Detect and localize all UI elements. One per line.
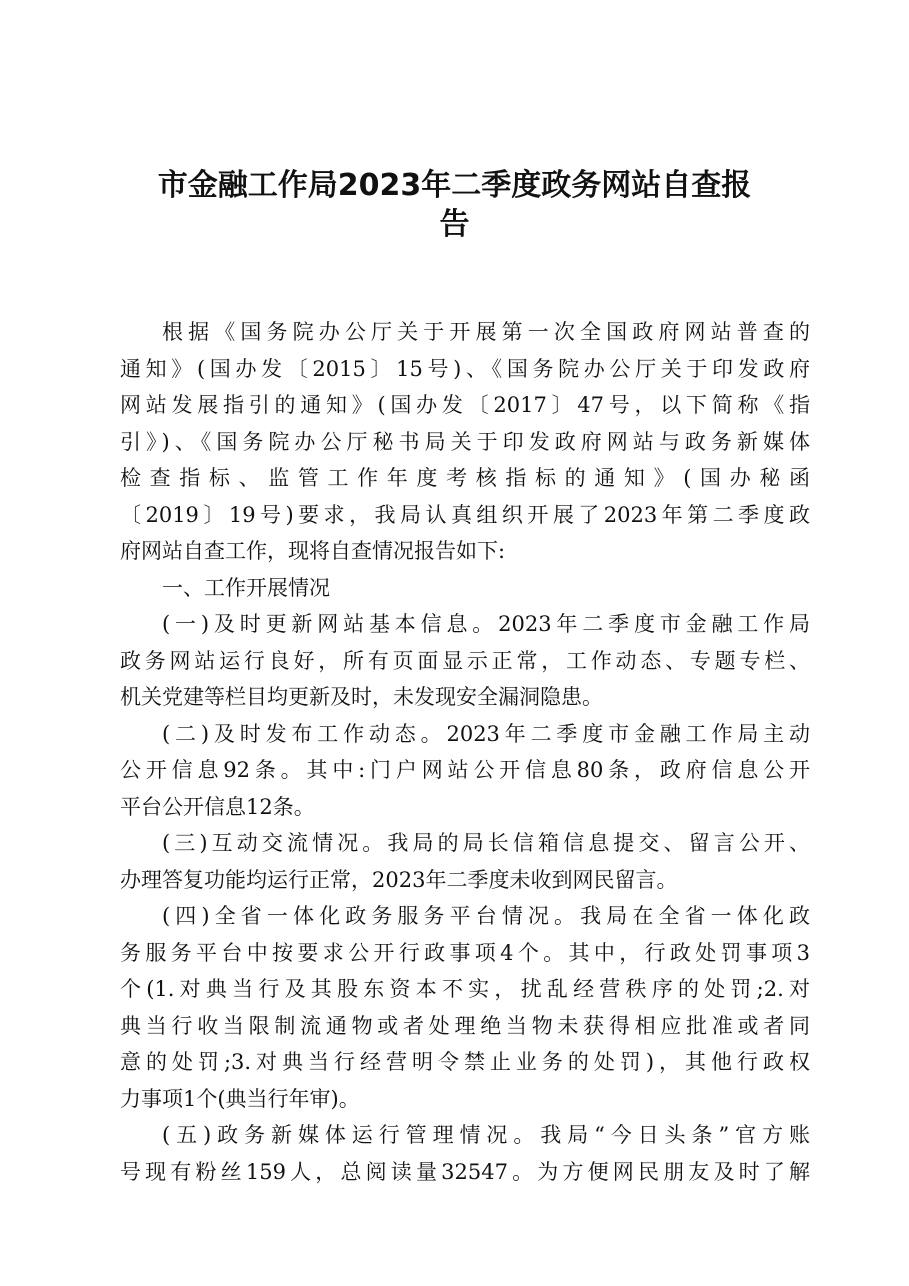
paragraph-line: 务服务平台中按要求公开行政事项4个。其中，行政处罚事项3 <box>120 940 810 965</box>
paragraph-line: (三)互动交流情况。我局的局长信箱信息提交、留言公开、 <box>162 831 810 855</box>
document-title-line-2: 告 <box>439 207 470 242</box>
section-heading: 一、工作开展情况 <box>162 575 330 600</box>
paragraph-line: 通知》(国办发〔2015〕15号)、《国务院办公厅关于印发政府 <box>120 356 810 381</box>
document-body <box>120 314 810 1190</box>
paragraph-line: 公开信息92条。其中:门户网站公开信息80条，政府信息公开 <box>120 758 810 782</box>
paragraph-line: 号现有粉丝159人，总阅读量32547。为方便网民朋友及时了解 <box>120 1159 810 1184</box>
paragraph-line: 根据《国务院办公厅关于开展第一次全国政府网站普查的 <box>162 320 810 344</box>
paragraph-line: 〔2019〕19号)要求，我局认真组织开展了2023年第二季度政 <box>120 502 810 527</box>
paragraph-line: 检查指标、监管工作年度考核指标的通知》(国办秘函 <box>120 466 810 490</box>
paragraph-line: (二)及时发布工作动态。2023年二季度市金融工作局主动 <box>162 721 810 746</box>
paragraph-line: 引》)、《国务院办公厅秘书局关于印发政府网站与政务新媒体 <box>120 429 810 454</box>
paragraph-line: 个(1.对典当行及其股东资本不实，扰乱经营秩序的处罚;2.对 <box>120 977 810 1001</box>
paragraph-line: 力事项1个(典当行年审)。 <box>120 1086 360 1111</box>
paragraph-line: 府网站自查工作，现将自查情况报告如下: <box>120 539 506 563</box>
paragraph-line: 办理答复功能均运行正常，2023年二季度未收到网民留言。 <box>120 867 678 892</box>
paragraph-line: 平台公开信息12条。 <box>120 794 315 819</box>
paragraph-line: 网站发展指引的通知》(国办发〔2017〕47号，以下简称《指 <box>120 393 810 417</box>
paragraph-line: 典当行收当限制流通物或者处理绝当物未获得相应批准或者同 <box>120 1013 810 1038</box>
paragraph-line: 意的处罚;3.对典当行经营明令禁止业务的处罚)，其他行政权 <box>120 1050 810 1074</box>
paragraph-line: (一)及时更新网站基本信息。2023年二季度市金融工作局 <box>162 612 810 636</box>
paragraph-line: (四)全省一体化政务服务平台情况。我局在全省一体化政 <box>162 904 810 928</box>
paragraph-line: 政务网站运行良好，所有页面显示正常，工作动态、专题专栏、 <box>120 648 810 673</box>
paragraph-line: (五)政务新媒体运行管理情况。我局“今日头条”官方账 <box>162 1123 810 1147</box>
paragraph-line: 机关党建等栏目均更新及时，未发现安全漏洞隐患。 <box>120 685 603 709</box>
document-title-line-1: 市金融工作局2023年二季度政务网站自查报 <box>157 168 752 203</box>
